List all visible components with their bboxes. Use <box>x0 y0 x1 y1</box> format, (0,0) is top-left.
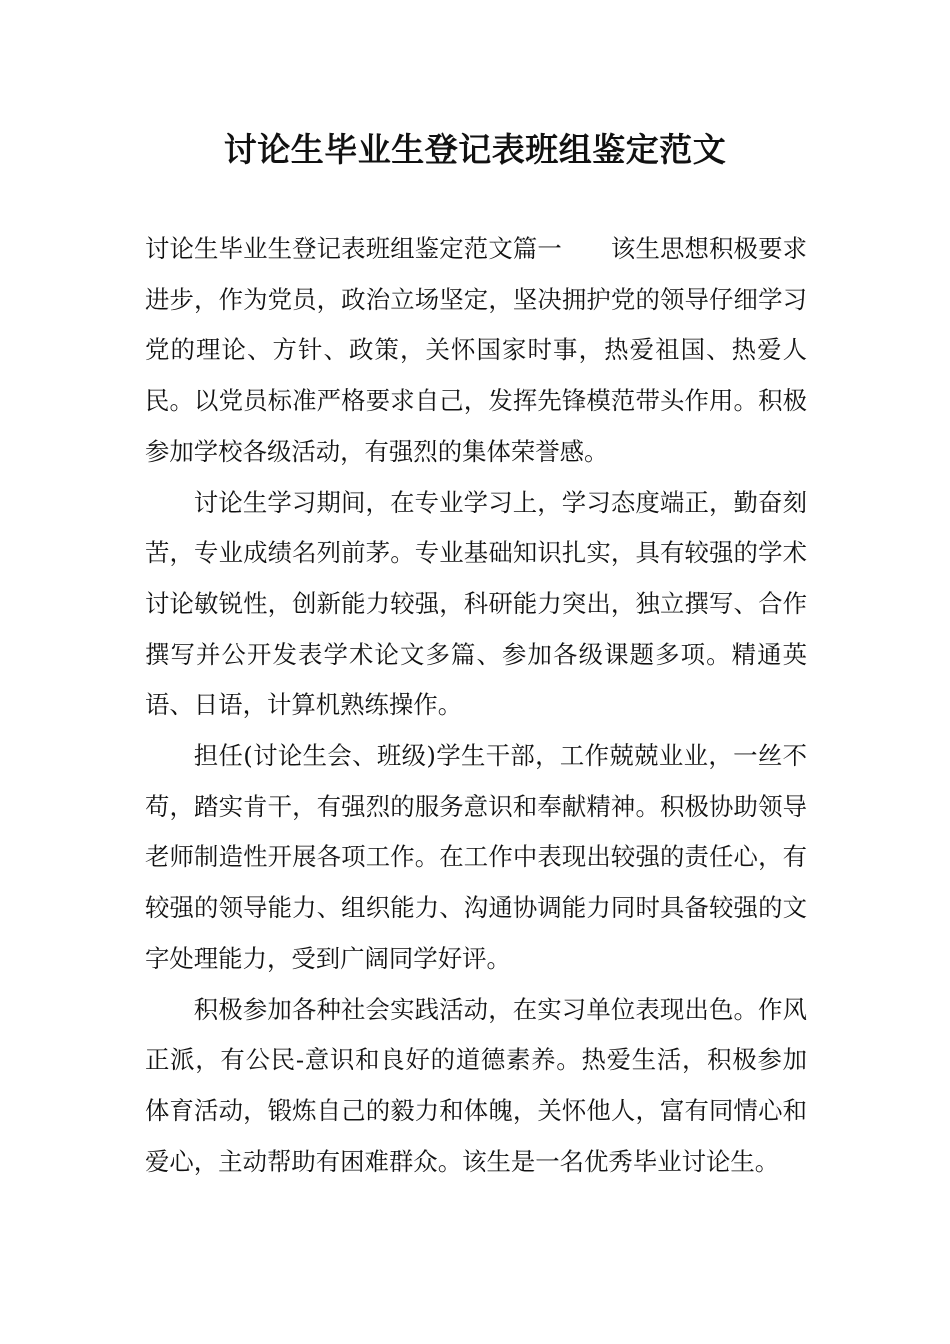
document-title: 讨论生毕业生登记表班组鉴定范文 <box>223 130 727 169</box>
document-body <box>145 224 807 1187</box>
paragraph-1: 讨论生毕业生登记表班组鉴定范文篇一 该生思想积极要求进步，作为党员，政治立场坚定，坚决拥护党的领导仔细学习党的理论、方针、政策，关怀国家时事，热爱祖国、热爱人民。以党员标准严格要求自己，发挥先锋模范带头作用。积极参加学校各级活动，有强烈的集体荣誉感。 <box>145 234 807 466</box>
paragraph-2: 讨论生学习期间，在专业学习上，学习态度端正，勤奋刻苦，专业成绩名列前茅。专业基础知识扎实，具有较强的学术讨论敏锐性，创新能力较强，科研能力突出，独立撰写、合作撰写并公开发表学术论文多篇、参加各级课题多项。精通英语、日语，计算机熟练操作。 <box>145 487 807 720</box>
paragraph-3: 担任(讨论生会、班级)学生干部，工作兢兢业业，一丝不苟，踏实肯干，有强烈的服务意识和奉献精神。积极协助领导老师制造性开展各项工作。在工作中表现出较强的责任心，有较强的领导能力、组织能力、沟通协调能力同时具备较强的文字处理能力，受到广阔同学好评。 <box>145 741 807 973</box>
paragraph-4: 积极参加各种社会实践活动，在实习单位表现出色。作风正派，有公民-意识和良好的道德素养。热爱生活，积极参加体育活动，锻炼自己的毅力和体魄，关怀他人，富有同情心和爱心，主动帮助有困难群众。该生是一名优秀毕业讨论生。 <box>145 994 807 1176</box>
